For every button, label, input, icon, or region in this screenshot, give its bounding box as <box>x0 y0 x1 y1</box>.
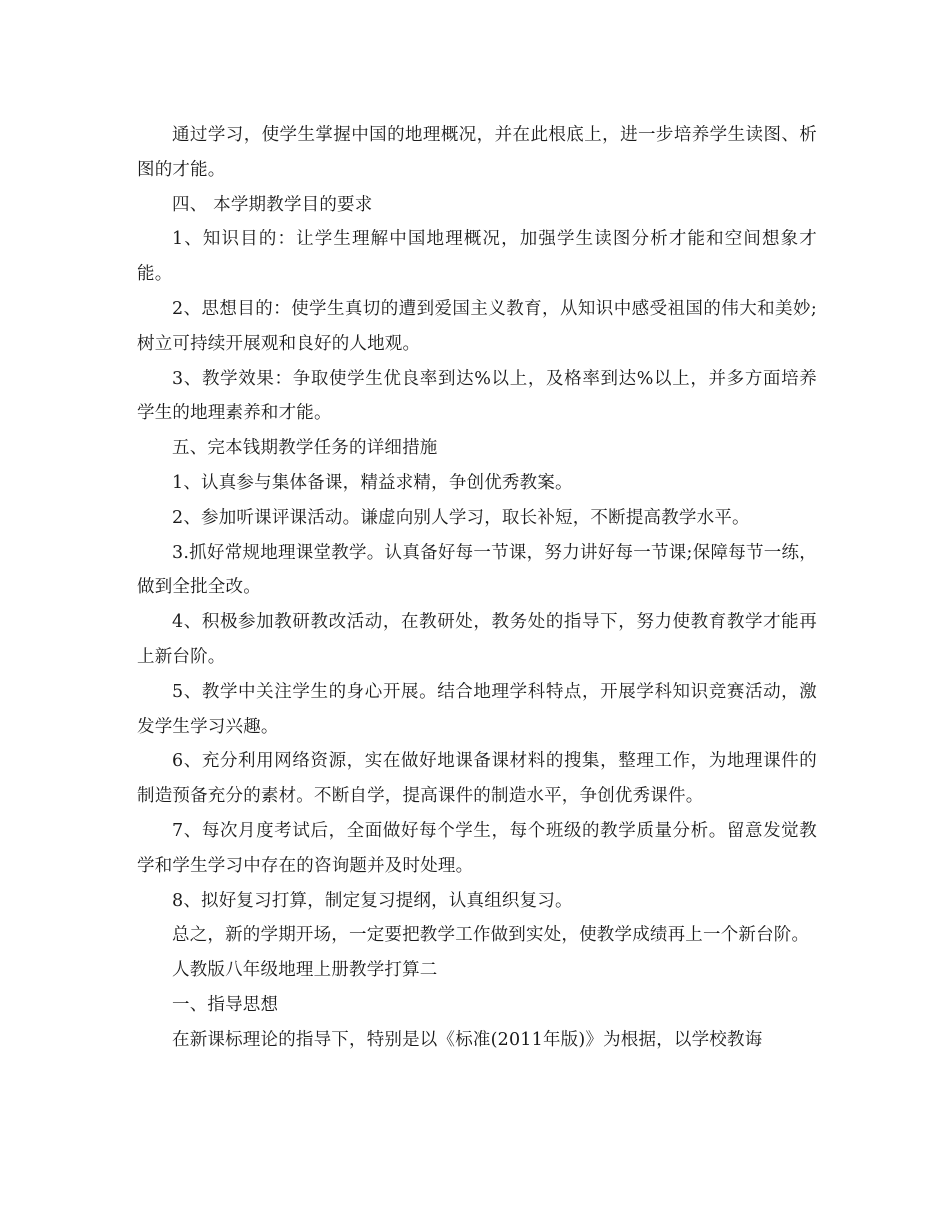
paragraph: 5、教学中关注学生的身心开展。结合地理学科特点，开展学科知识竞赛活动，激发学生学习兴趣。 <box>137 681 817 737</box>
paragraph: 6、充分利用网络资源，实在做好地课备课材料的搜集，整理工作，为地理课件的制造预备充分的素材。不断自学，提高课件的制造水平，争创优秀课件。 <box>137 751 817 807</box>
paragraph: 通过学习，使学生掌握中国的地理概况，并在此根底上，进一步培养学生读图、析图的才能。 <box>137 125 817 180</box>
section-heading: 一、指导思想 <box>172 994 279 1015</box>
paragraph: 2、思想目的：使学生真切的遭到爱国主义教育，从知识中感受祖国的伟大和美妙;树立可持续开展观和良好的人地观。 <box>137 298 817 354</box>
paragraph: 3、教学效果：争取使学生优良率到达%以上，及格率到达%以上，并多方面培养学生的地理素养和才能。 <box>137 368 817 424</box>
paragraph: 1、认真参与集体备课，精益求精，争创优秀教案。 <box>172 472 573 493</box>
document-subtitle: 人教版八年级地理上册教学打算二 <box>172 960 438 981</box>
paragraph: 4、积极参加教研教改活动，在教研处，教务处的指导下，努力使教育教学才能再上新台阶。 <box>137 612 817 667</box>
section-heading: 五、完本钱期教学任务的详细措施 <box>172 438 438 459</box>
section-heading: 四、 本学期教学目的要求 <box>172 194 373 215</box>
paragraph: 7、每次月度考试后，全面做好每个学生，每个班级的教学质量分析。留意发觉教学和学生学习中存在的咨询题并及时处理。 <box>137 820 817 876</box>
paragraph: 1、知识目的：让学生理解中国地理概况，加强学生读图分析才能和空间想象才能。 <box>137 229 817 285</box>
paragraph: 总之，新的学期开场，一定要把教学工作做到实处，使教学成绩再上一个新台阶。 <box>172 925 810 946</box>
paragraph: 3.抓好常规地理课堂教学。认真备好每一节课，努力讲好每一节课;保障每节一练，做到全批全改。 <box>137 542 817 598</box>
document-body <box>137 118 817 1058</box>
paragraph: 2、参加听课评课活动。谦虚向别人学习，取长补短，不断提高教学水平。 <box>172 507 750 528</box>
paragraph: 在新课标理论的指导下，特别是以《标准(2011年版)》为根据，以学校教诲 <box>172 1029 763 1050</box>
paragraph: 8、拟好复习打算，制定复习提纲，认真组织复习。 <box>172 890 573 911</box>
